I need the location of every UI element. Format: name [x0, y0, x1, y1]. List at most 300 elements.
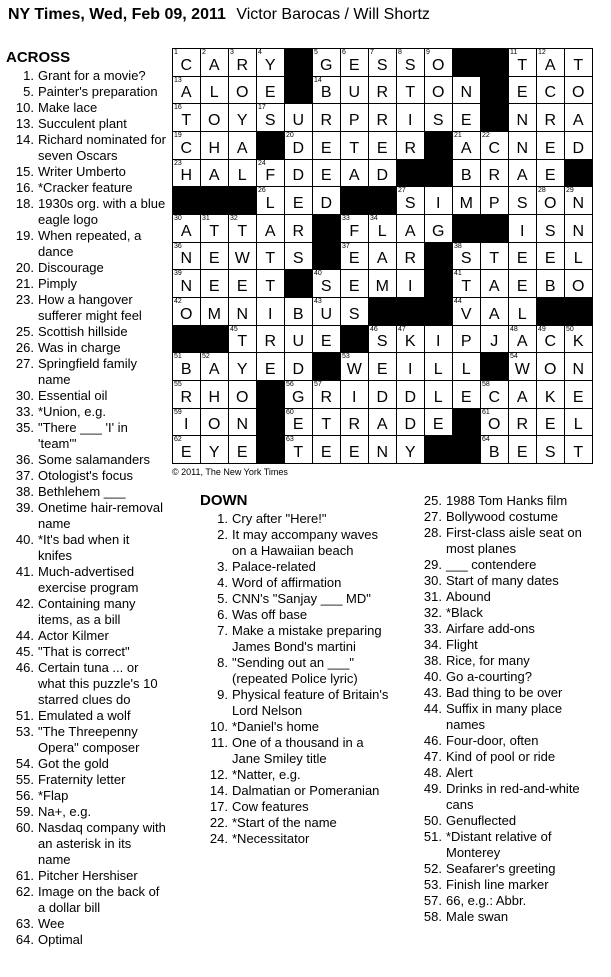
grid-cell[interactable]	[369, 49, 396, 76]
grid-cell[interactable]	[509, 215, 536, 242]
clue-text: Much-advertised exercise program	[38, 564, 139, 595]
grid-cell[interactable]	[313, 104, 340, 131]
grid-cell[interactable]	[201, 132, 228, 159]
clue-item[interactable]	[6, 196, 166, 228]
clue-item[interactable]	[408, 493, 604, 509]
down-clue-list-2	[408, 493, 604, 925]
grid-cell[interactable]	[397, 77, 424, 104]
grid-cell[interactable]	[565, 326, 592, 353]
clue-text: Na+, e.g.	[38, 804, 92, 819]
grid-cell[interactable]	[257, 104, 284, 131]
clue-number: 18.	[15, 196, 34, 211]
grid-cell[interactable]	[257, 77, 284, 104]
grid-cell[interactable]	[173, 49, 200, 76]
grid-cell[interactable]	[341, 132, 368, 159]
clue-item[interactable]	[6, 772, 166, 788]
clue-item[interactable]	[6, 788, 166, 804]
grid-cell[interactable]	[509, 436, 536, 463]
grid-cell[interactable]	[173, 270, 200, 297]
grid-cell[interactable]	[201, 215, 228, 242]
grid-cell-black	[173, 326, 200, 353]
grid-cell[interactable]	[229, 132, 256, 159]
clue-number: 22.	[209, 815, 228, 830]
clue-item[interactable]	[6, 340, 166, 356]
clue-item[interactable]	[6, 884, 166, 916]
clue-item[interactable]	[408, 701, 604, 733]
clue-item[interactable]	[6, 276, 166, 292]
clue-number: 35.	[15, 420, 34, 435]
grid-cell[interactable]	[201, 104, 228, 131]
clue-item[interactable]	[6, 324, 166, 340]
clue-item[interactable]	[408, 781, 604, 813]
clue-item[interactable]	[200, 831, 395, 847]
clue-item[interactable]	[200, 815, 395, 831]
grid-cell[interactable]	[313, 160, 340, 187]
cell-number: 64	[482, 436, 490, 444]
grid-cell[interactable]	[257, 298, 284, 325]
cell-number: 56	[286, 380, 294, 388]
clue-item[interactable]	[6, 100, 166, 116]
grid-cell[interactable]	[341, 243, 368, 270]
clue-item[interactable]	[200, 623, 395, 655]
grid-cell[interactable]	[509, 381, 536, 408]
grid-cell[interactable]	[201, 381, 228, 408]
grid-cell[interactable]	[285, 215, 312, 242]
cell-number: 32	[230, 214, 238, 222]
grid-cell[interactable]	[453, 326, 480, 353]
clue-item[interactable]	[408, 509, 604, 525]
grid-cell[interactable]	[453, 104, 480, 131]
grid-cell[interactable]	[481, 243, 508, 270]
clue-item[interactable]	[200, 767, 395, 783]
grid-cell[interactable]	[201, 49, 228, 76]
clue-item[interactable]	[408, 589, 604, 605]
cell-number: 53	[342, 353, 350, 361]
grid-cell[interactable]	[229, 436, 256, 463]
clue-item[interactable]	[200, 559, 395, 575]
grid-cell[interactable]	[341, 215, 368, 242]
grid-cell[interactable]	[453, 353, 480, 380]
grid-cell[interactable]	[453, 160, 480, 187]
grid-cell[interactable]	[201, 353, 228, 380]
grid-cell[interactable]	[565, 436, 592, 463]
grid-cell[interactable]	[537, 326, 564, 353]
clue-item[interactable]	[6, 596, 166, 628]
clue-item[interactable]	[6, 420, 166, 452]
grid-cell[interactable]	[201, 243, 228, 270]
clue-item[interactable]	[200, 655, 395, 687]
grid-cell[interactable]	[285, 326, 312, 353]
grid-cell[interactable]	[369, 104, 396, 131]
grid-cell[interactable]	[369, 436, 396, 463]
grid-cell[interactable]	[453, 77, 480, 104]
clue-item[interactable]	[6, 356, 166, 388]
clue-item[interactable]	[6, 404, 166, 420]
clue-item[interactable]	[6, 68, 166, 84]
grid-cell[interactable]	[425, 353, 452, 380]
grid-cell[interactable]	[509, 49, 536, 76]
clue-item[interactable]	[408, 525, 604, 557]
clue-item[interactable]	[6, 804, 166, 820]
grid-cell[interactable]	[453, 187, 480, 214]
grid-cell[interactable]	[341, 298, 368, 325]
grid-cell[interactable]	[397, 436, 424, 463]
clue-item[interactable]	[6, 916, 166, 932]
grid-cell[interactable]	[341, 160, 368, 187]
grid-cell[interactable]	[425, 215, 452, 242]
clue-item[interactable]	[408, 685, 604, 701]
clue-item[interactable]	[6, 468, 166, 484]
clue-item[interactable]	[6, 932, 166, 948]
grid-cell[interactable]	[313, 409, 340, 436]
grid-cell[interactable]	[201, 298, 228, 325]
grid-cell[interactable]	[229, 215, 256, 242]
grid-cell[interactable]	[397, 270, 424, 297]
clue-item[interactable]	[6, 644, 166, 660]
grid-cell[interactable]	[509, 270, 536, 297]
grid-cell[interactable]	[313, 298, 340, 325]
grid-cell[interactable]	[341, 77, 368, 104]
grid-cell[interactable]	[397, 326, 424, 353]
clue-item[interactable]	[6, 452, 166, 468]
clue-text: *Union, e.g.	[38, 404, 106, 419]
cell-letter: I	[184, 416, 189, 434]
grid-cell[interactable]	[565, 409, 592, 436]
grid-cell[interactable]	[285, 132, 312, 159]
grid-cell[interactable]	[313, 187, 340, 214]
grid-cell[interactable]	[481, 187, 508, 214]
grid-cell[interactable]	[173, 353, 200, 380]
grid-cell[interactable]	[565, 49, 592, 76]
grid-cell[interactable]	[481, 409, 508, 436]
clue-item[interactable]	[408, 653, 604, 669]
grid-cell[interactable]	[285, 243, 312, 270]
grid-cell[interactable]	[285, 409, 312, 436]
grid-cell[interactable]	[537, 436, 564, 463]
grid-cell[interactable]	[481, 436, 508, 463]
grid-cell-black	[425, 132, 452, 159]
clue-item[interactable]	[408, 765, 604, 781]
clue-item[interactable]	[408, 861, 604, 877]
clue-item[interactable]	[408, 637, 604, 653]
grid-cell[interactable]	[425, 326, 452, 353]
clue-item[interactable]	[408, 829, 604, 861]
clue-item[interactable]	[6, 628, 166, 644]
grid-cell[interactable]	[201, 409, 228, 436]
grid-cell[interactable]	[285, 160, 312, 187]
grid-cell[interactable]	[537, 49, 564, 76]
grid-cell[interactable]	[229, 381, 256, 408]
grid-cell[interactable]	[537, 409, 564, 436]
cell-letter: R	[516, 416, 529, 434]
grid-cell[interactable]	[537, 104, 564, 131]
clue-text: Onetime hair-removal name	[38, 500, 163, 531]
grid-cell[interactable]	[173, 104, 200, 131]
grid-cell[interactable]	[285, 381, 312, 408]
grid-cell[interactable]	[229, 243, 256, 270]
grid-cell[interactable]	[453, 381, 480, 408]
grid-cell[interactable]	[565, 104, 592, 131]
grid-cell[interactable]	[509, 77, 536, 104]
cell-letter: R	[292, 222, 305, 240]
grid-cell[interactable]	[537, 243, 564, 270]
grid-cell[interactable]	[257, 326, 284, 353]
grid-cell[interactable]	[285, 353, 312, 380]
grid-cell[interactable]	[509, 353, 536, 380]
clue-item[interactable]	[6, 388, 166, 404]
grid-cell[interactable]	[229, 49, 256, 76]
grid-cell[interactable]	[369, 160, 396, 187]
clue-item[interactable]	[6, 564, 166, 596]
grid-cell[interactable]	[313, 270, 340, 297]
grid-cell[interactable]	[313, 381, 340, 408]
clue-item[interactable]	[408, 669, 604, 685]
grid-cell[interactable]	[173, 436, 200, 463]
grid-cell[interactable]	[313, 77, 340, 104]
clue-item[interactable]	[6, 756, 166, 772]
grid-cell[interactable]	[481, 298, 508, 325]
clue-item[interactable]	[6, 724, 166, 756]
grid-cell[interactable]	[509, 160, 536, 187]
grid-cell[interactable]	[509, 243, 536, 270]
grid-cell[interactable]	[481, 270, 508, 297]
grid-cell[interactable]	[369, 353, 396, 380]
grid-cell[interactable]	[397, 381, 424, 408]
grid-cell[interactable]	[257, 353, 284, 380]
grid-cell[interactable]	[481, 132, 508, 159]
grid-cell[interactable]	[369, 243, 396, 270]
clue-text: ___ contendere	[446, 557, 537, 572]
grid-cell[interactable]	[257, 243, 284, 270]
grid-cell[interactable]	[509, 298, 536, 325]
grid-cell[interactable]	[537, 381, 564, 408]
clue-item[interactable]	[200, 719, 395, 735]
cell-letter: P	[348, 111, 361, 129]
grid-cell[interactable]	[369, 409, 396, 436]
grid-cell[interactable]	[173, 132, 200, 159]
grid-cell[interactable]	[257, 187, 284, 214]
grid-cell[interactable]	[565, 270, 592, 297]
cell-letter: S	[292, 250, 305, 268]
grid-cell[interactable]	[201, 436, 228, 463]
cell-letter: O	[572, 84, 585, 102]
clue-item[interactable]	[6, 708, 166, 724]
clue-item[interactable]	[408, 557, 604, 573]
grid-cell[interactable]	[341, 409, 368, 436]
clue-text: Cry after "Here!"	[232, 511, 327, 526]
grid-cell[interactable]	[425, 187, 452, 214]
clue-item[interactable]	[200, 527, 395, 559]
grid-cell[interactable]	[369, 77, 396, 104]
clue-item[interactable]	[200, 687, 395, 719]
grid-cell[interactable]	[313, 132, 340, 159]
grid-cell[interactable]	[369, 270, 396, 297]
grid-cell[interactable]	[285, 104, 312, 131]
clue-item[interactable]	[200, 511, 395, 527]
grid-cell[interactable]	[453, 298, 480, 325]
clue-item[interactable]	[6, 868, 166, 884]
grid-cell[interactable]	[565, 132, 592, 159]
clue-text: Nasdaq company with an asterisk in its name	[38, 820, 166, 867]
clue-item[interactable]	[6, 164, 166, 180]
cell-letter: N	[460, 84, 473, 102]
grid-cell[interactable]	[257, 160, 284, 187]
grid-cell[interactable]	[397, 409, 424, 436]
clue-item[interactable]	[200, 575, 395, 591]
clue-item[interactable]	[6, 820, 166, 868]
grid-cell[interactable]	[397, 132, 424, 159]
grid-cell[interactable]	[313, 49, 340, 76]
grid-cell[interactable]	[341, 353, 368, 380]
grid-cell[interactable]	[509, 187, 536, 214]
grid-cell[interactable]	[509, 326, 536, 353]
grid-cell[interactable]	[369, 381, 396, 408]
grid-cell-black	[425, 270, 452, 297]
grid-cell[interactable]	[173, 409, 200, 436]
grid-cell[interactable]	[397, 49, 424, 76]
clue-item[interactable]	[200, 799, 395, 815]
grid-cell[interactable]	[313, 326, 340, 353]
grid-cell[interactable]	[369, 215, 396, 242]
grid-cell-black	[481, 77, 508, 104]
grid-cell[interactable]	[425, 104, 452, 131]
grid-cell[interactable]	[425, 77, 452, 104]
grid-cell[interactable]	[173, 298, 200, 325]
grid-cell[interactable]	[173, 215, 200, 242]
grid-cell[interactable]	[285, 436, 312, 463]
grid-cell[interactable]	[565, 243, 592, 270]
cell-letter: W	[346, 360, 363, 378]
clue-item[interactable]	[6, 116, 166, 132]
clue-item[interactable]	[6, 84, 166, 100]
grid-cell[interactable]	[425, 409, 452, 436]
grid-cell[interactable]	[229, 353, 256, 380]
grid-cell[interactable]	[537, 160, 564, 187]
grid-cell[interactable]	[369, 132, 396, 159]
grid-cell[interactable]	[257, 215, 284, 242]
grid-cell[interactable]	[453, 132, 480, 159]
grid-cell[interactable]	[537, 215, 564, 242]
clue-item[interactable]	[6, 228, 166, 260]
grid-cell[interactable]	[201, 270, 228, 297]
grid-cell[interactable]	[369, 326, 396, 353]
cell-letter: A	[208, 167, 221, 185]
grid-cell[interactable]	[565, 77, 592, 104]
grid-cell[interactable]	[565, 381, 592, 408]
grid-cell[interactable]	[229, 77, 256, 104]
grid-cell[interactable]	[397, 104, 424, 131]
clue-item[interactable]	[6, 260, 166, 276]
cell-letter: B	[180, 360, 193, 378]
grid-cell[interactable]	[257, 49, 284, 76]
clue-text: Writer Umberto	[38, 164, 126, 179]
grid-cell[interactable]	[229, 298, 256, 325]
clue-item[interactable]	[408, 813, 604, 829]
grid-cell[interactable]	[537, 77, 564, 104]
clue-item[interactable]	[200, 607, 395, 623]
grid-cell[interactable]	[537, 353, 564, 380]
clue-item[interactable]	[408, 749, 604, 765]
cell-letter: L	[265, 194, 276, 212]
grid-cell[interactable]	[341, 49, 368, 76]
grid-cell[interactable]	[565, 187, 592, 214]
cell-number: 19	[174, 131, 182, 139]
grid-cell[interactable]	[481, 160, 508, 187]
clue-number: 51.	[423, 829, 442, 844]
grid-cell[interactable]	[537, 132, 564, 159]
grid-cell[interactable]	[341, 381, 368, 408]
grid-cell[interactable]	[481, 326, 508, 353]
grid-cell[interactable]	[425, 381, 452, 408]
clue-item[interactable]	[6, 292, 166, 324]
clue-item[interactable]	[408, 909, 604, 925]
grid-cell[interactable]	[565, 215, 592, 242]
clue-item[interactable]	[6, 132, 166, 164]
grid-cell[interactable]	[173, 381, 200, 408]
clue-item[interactable]	[6, 500, 166, 532]
grid-cell[interactable]	[341, 436, 368, 463]
grid-cell[interactable]	[453, 243, 480, 270]
grid-cell[interactable]	[453, 270, 480, 297]
grid-cell[interactable]	[229, 409, 256, 436]
grid-cell[interactable]	[537, 270, 564, 297]
clue-item[interactable]	[6, 532, 166, 564]
grid-cell[interactable]	[509, 104, 536, 131]
grid-cell[interactable]	[397, 187, 424, 214]
clue-item[interactable]	[408, 621, 604, 637]
clue-item[interactable]	[200, 735, 395, 767]
cell-letter: O	[432, 56, 445, 74]
clue-item[interactable]	[200, 591, 395, 607]
grid-cell[interactable]	[229, 160, 256, 187]
grid-cell[interactable]	[201, 77, 228, 104]
grid-cell[interactable]	[229, 270, 256, 297]
grid-cell[interactable]	[397, 215, 424, 242]
cell-letter: C	[488, 139, 501, 157]
grid-cell[interactable]	[285, 187, 312, 214]
grid-cell[interactable]	[341, 270, 368, 297]
clue-item[interactable]	[408, 877, 604, 893]
grid-cell[interactable]	[509, 132, 536, 159]
grid-cell[interactable]	[285, 298, 312, 325]
grid-cell[interactable]	[537, 187, 564, 214]
clue-item[interactable]	[200, 783, 395, 799]
grid-cell[interactable]	[341, 104, 368, 131]
clue-item[interactable]	[6, 660, 166, 708]
grid-cell[interactable]	[397, 243, 424, 270]
grid-cell[interactable]	[509, 409, 536, 436]
grid-cell[interactable]	[229, 326, 256, 353]
clue-item[interactable]	[408, 573, 604, 589]
clue-text: Airfare add-ons	[446, 621, 535, 636]
grid-cell[interactable]	[201, 160, 228, 187]
clue-item[interactable]	[408, 605, 604, 621]
grid-cell[interactable]	[173, 243, 200, 270]
clue-item[interactable]	[408, 893, 604, 909]
clue-item[interactable]	[6, 484, 166, 500]
grid-cell[interactable]	[313, 436, 340, 463]
grid-cell[interactable]	[397, 353, 424, 380]
grid-cell[interactable]	[173, 77, 200, 104]
grid-cell[interactable]	[481, 381, 508, 408]
clue-item[interactable]	[6, 180, 166, 196]
clue-item[interactable]	[408, 733, 604, 749]
grid-cell[interactable]	[257, 270, 284, 297]
grid-cell[interactable]	[229, 104, 256, 131]
grid-cell[interactable]	[565, 353, 592, 380]
grid-cell[interactable]	[425, 49, 452, 76]
grid-cell[interactable]	[173, 160, 200, 187]
